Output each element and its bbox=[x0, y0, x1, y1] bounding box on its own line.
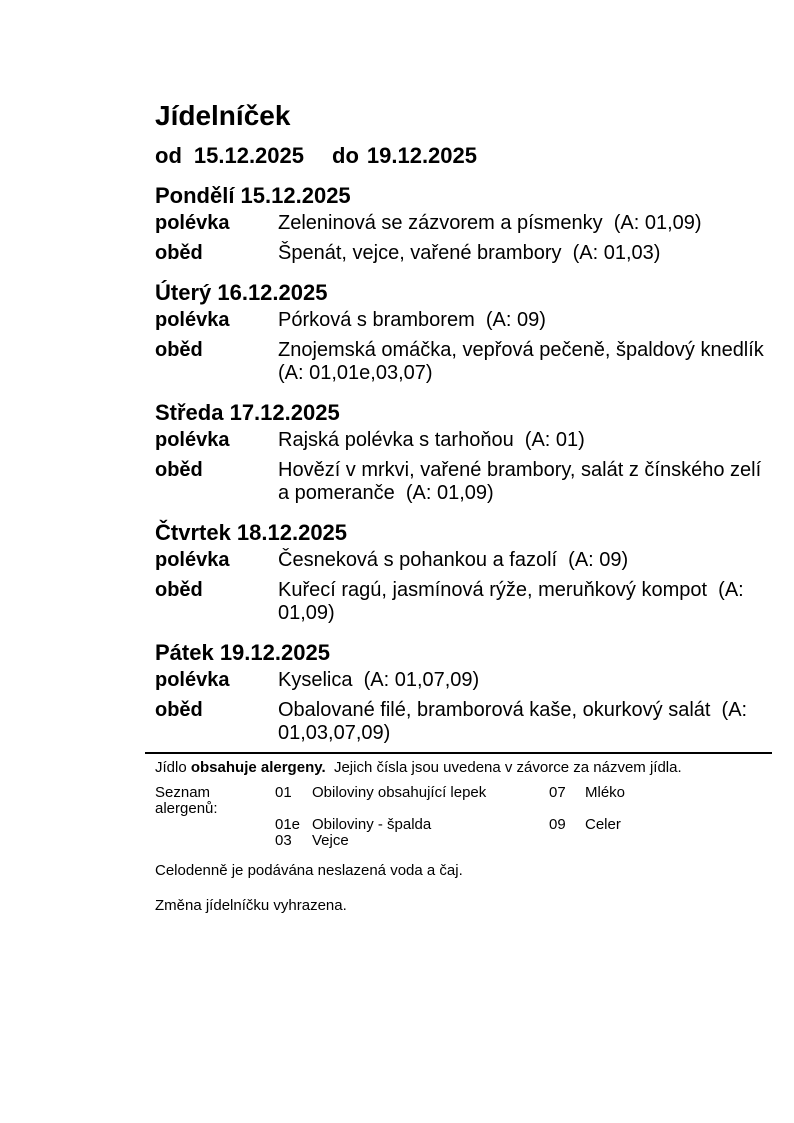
allergen-code: 01e bbox=[275, 816, 301, 833]
allergen-note-bold: obsahuje alergeny. bbox=[190, 759, 326, 776]
allergen-code: 07 bbox=[549, 784, 566, 801]
course-label: polévka bbox=[155, 212, 230, 234]
course-text: Špenát, vejce, vařené brambory (A: 01,03) bbox=[278, 242, 661, 264]
course-text: Pórková s bramborem (A: 09) bbox=[278, 309, 546, 331]
day-section-wednesday bbox=[155, 400, 772, 505]
allergen-name: Celer bbox=[585, 816, 621, 833]
menu-row bbox=[155, 212, 772, 235]
divider-line bbox=[145, 752, 772, 754]
allergen-name: Obiloviny - špalda bbox=[312, 816, 432, 833]
course-text: Kuřecí ragú, jasmínová rýže, meruňkový kompot (A: 01,09) bbox=[278, 579, 750, 624]
menu-row bbox=[155, 699, 772, 745]
date-range bbox=[155, 143, 772, 168]
course-text: Obalované filé, bramborová kaše, okurkový salát (A: 01,03,07,09) bbox=[278, 699, 753, 744]
menu-row bbox=[155, 579, 772, 625]
allergen-code: 09 bbox=[549, 816, 566, 833]
change-note: Změna jídelníčku vyhrazena. bbox=[155, 897, 347, 914]
allergen-name: Vejce bbox=[312, 832, 349, 849]
day-section-thursday bbox=[155, 520, 772, 625]
day-section-tuesday bbox=[155, 280, 775, 385]
course-label: polévka bbox=[155, 429, 230, 451]
day-section-monday bbox=[155, 183, 772, 265]
allergen-note-rest: Jejich čísla jsou uvedena v závorce za názvem jídla. bbox=[325, 759, 682, 776]
date-range-from-label: od bbox=[155, 143, 182, 168]
course-text: Hovězí v mrkvi, vařené brambory, salát z čínského zelí a pomeranče (A: 01,09) bbox=[278, 459, 767, 504]
allergen-legend-spacer bbox=[155, 817, 275, 833]
allergen-code: 01 bbox=[275, 784, 292, 801]
course-text: Kyselica (A: 01,07,09) bbox=[278, 669, 480, 691]
course-label: polévka bbox=[155, 309, 230, 331]
allergen-legend-label: Seznam alergenů: bbox=[155, 784, 218, 817]
course-label: oběd bbox=[155, 699, 203, 721]
date-range-from-date: 15.12.2025 bbox=[193, 143, 304, 168]
menu-row bbox=[155, 429, 772, 452]
course-label: oběd bbox=[155, 579, 203, 601]
allergen-legend-spacer bbox=[549, 833, 585, 849]
allergen-note-prefix: Jídlo bbox=[155, 759, 191, 776]
date-range-to-date: 19.12.2025 bbox=[366, 143, 477, 168]
course-label: polévka bbox=[155, 669, 230, 691]
course-text: Znojemská omáčka, vepřová pečeně, špaldový knedlík (A: 01,01e,03,07) bbox=[278, 339, 775, 384]
course-label: oběd bbox=[155, 339, 203, 361]
day-heading: Čtvrtek 18.12.2025 bbox=[155, 520, 348, 545]
day-heading: Úterý 16.12.2025 bbox=[155, 280, 328, 305]
allergen-code: 03 bbox=[275, 832, 292, 849]
course-label: oběd bbox=[155, 242, 203, 264]
course-label: polévka bbox=[155, 549, 230, 571]
date-range-to-label: do bbox=[332, 143, 359, 168]
allergen-name: Obiloviny obsahující lepek bbox=[312, 784, 487, 801]
course-label: oběd bbox=[155, 459, 203, 481]
allergen-name: Mléko bbox=[585, 784, 626, 801]
day-section-friday bbox=[155, 640, 772, 745]
water-note: Celodenně je podávána neslazená voda a čaj. bbox=[155, 862, 463, 879]
menu-row bbox=[155, 242, 772, 265]
allergen-legend bbox=[155, 785, 772, 849]
menu-row bbox=[155, 669, 772, 692]
menu-row bbox=[155, 339, 775, 385]
day-heading: Pondělí 15.12.2025 bbox=[155, 183, 351, 208]
course-text: Rajská polévka s tarhoňou (A: 01) bbox=[278, 429, 585, 451]
day-heading: Středa 17.12.2025 bbox=[155, 400, 340, 425]
page-title: Jídelníček bbox=[155, 100, 291, 131]
day-heading: Pátek 19.12.2025 bbox=[155, 640, 330, 665]
menu-row bbox=[155, 459, 772, 505]
menu-row bbox=[155, 549, 772, 572]
course-text: Zeleninová se zázvorem a písmenky (A: 01,09) bbox=[278, 212, 702, 234]
menu-row bbox=[155, 309, 772, 332]
course-text: Česneková s pohankou a fazolí (A: 09) bbox=[278, 549, 629, 571]
allergen-legend-spacer bbox=[585, 833, 772, 849]
allergen-legend-spacer bbox=[155, 833, 275, 849]
allergen-note bbox=[155, 759, 772, 776]
